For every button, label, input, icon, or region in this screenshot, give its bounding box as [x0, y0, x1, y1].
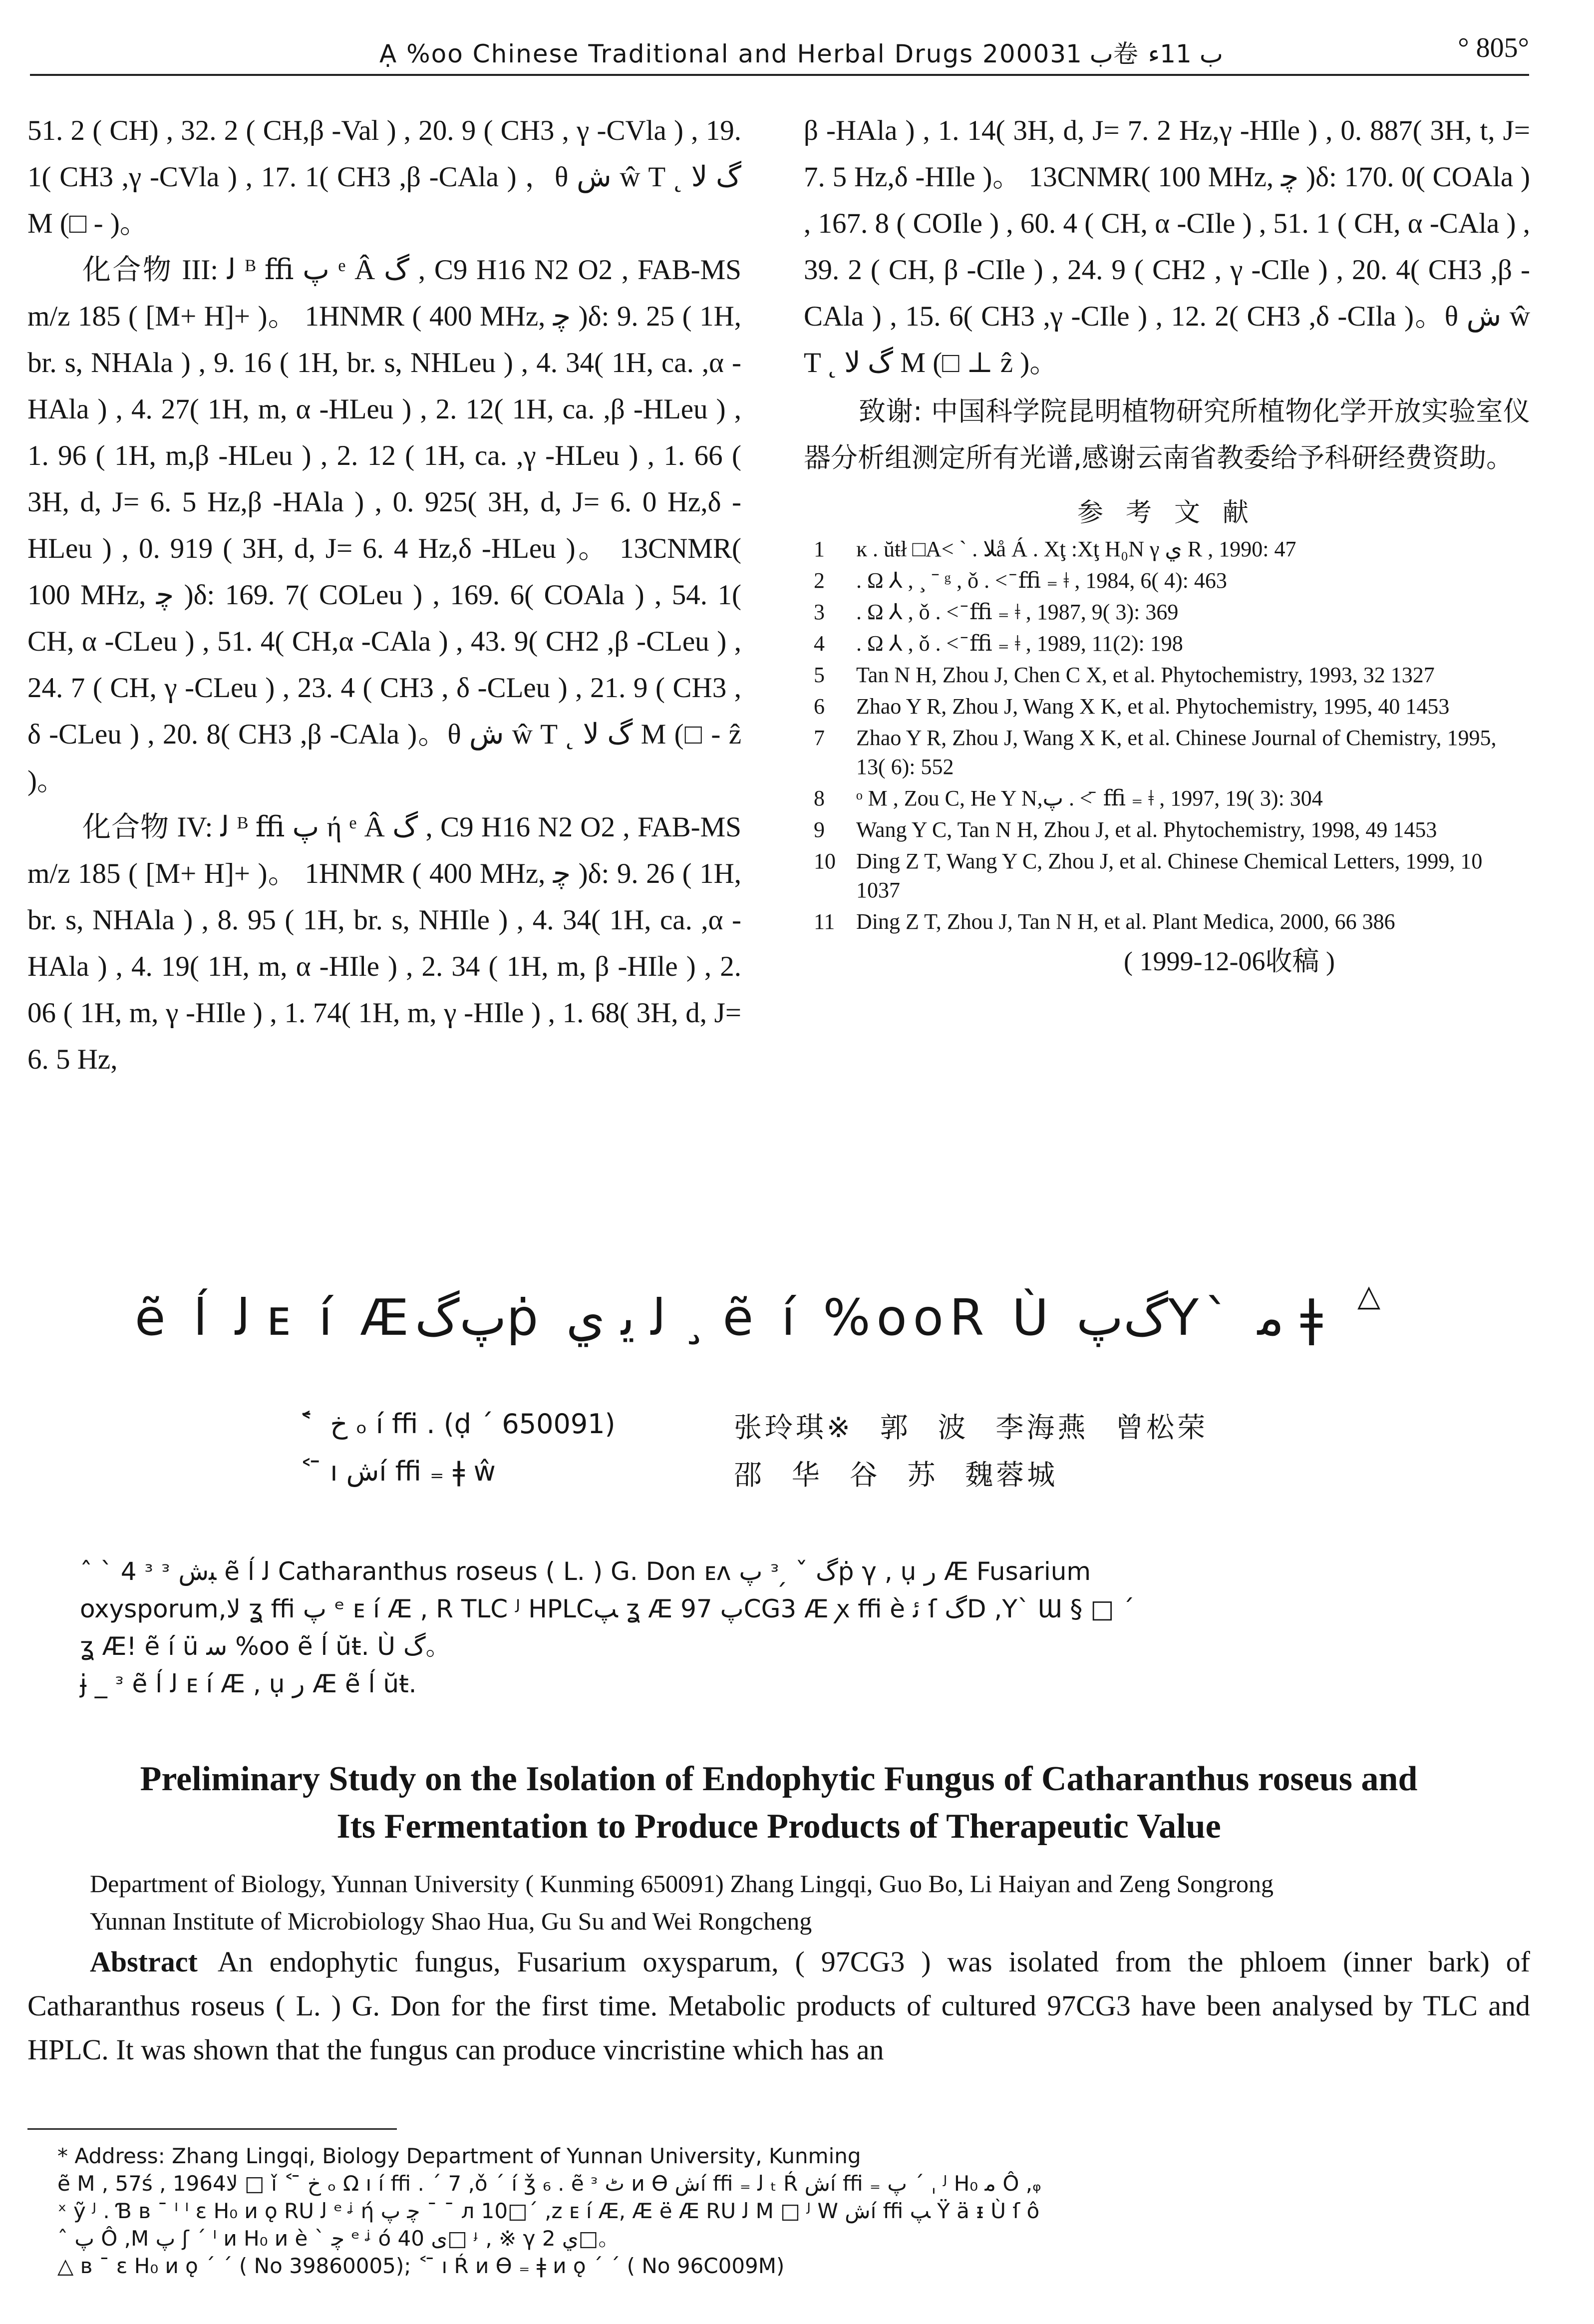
authors-cn-2: 邵 华 谷 苏 魏蓉城 — [734, 1459, 1058, 1492]
reference-item — [804, 784, 1530, 813]
reference-item — [804, 847, 1530, 905]
footnotes — [57, 2142, 1530, 2280]
left-para-1: 51. 2 ( CH) , 32. 2 ( CH,β -Val ) , 20. 9 ( CH3 , γ -CVla ) , 19. 1( CH3 ,γ -CVla ) , 17. 1( CH3 ,β -CAla ) ，θ ش ŵ T ˛ گ لا M (□ - )。 — [27, 115, 741, 239]
reference-item — [804, 724, 1530, 781]
reference-number: 5 — [814, 663, 825, 687]
abstract-cn-keywords: ɉ _ ᵌ ẽ ĺ ﻟ ᴇ í Æ , ụ ﺭ Æ ẽ ĺ ŭŧ. — [80, 1669, 417, 1698]
reference-number: 7 — [814, 726, 825, 750]
reference-item — [804, 661, 1530, 690]
reference-number: 6 — [814, 694, 825, 719]
reference-text: Ding Z T, Wang Y C, Zhou J, et al. Chinese Chemical Letters, 1999, 10 1037 — [856, 849, 1483, 902]
acknowledgment — [804, 388, 1530, 481]
compound-iii-para: 化合物 III: ﻟ ᴮ ﬃ ﭖ ᵉ Â گ , C9 H16 N2 O2 , FAB-MS m/z 185 ( [M+ H]+ )。 1HNMR ( 400 MHz, ﭼ )δ: 9. 25 ( 1H, br. s, NHAla ) , 9. 16 ( 1H, br. s, NHLeu ) , 4. 34( 1H, ca. ,α -HAla ) , 4. 27( 1H, m, α -HLeu ) , 2. 12( 1H, ca. ,β -HLeu ) , 1. 96 ( 1H, m,β -HLeu ) , 2. 12 ( 1H, ca. ,γ -HLeu ) , 1. 66 ( 3H, d, J= 6. 5 Hz,β -HAla ) , 0. 925( 3H, d, J= 6. 0 Hz,δ -HLeu ) , 0. 919 ( 3H, d, J= 6. 4 Hz,δ -HLeu )。 13CNMR( 100 MHz, ﭼ )δ: 169. 7( COLeu ) , 169. 6( COAla ) , 54. 1( CH, α -CLeu ) , 51. 4( CH,α -CAla ) , 43. 9( CH2 ,β -CLeu ) , 24. 7 ( CH, γ -CLeu ) , 23. 4 ( CH3 , δ -CLeu ) , 21. 9 ( CH3 , δ -CLeu ) , 20. 8( CH3 ,β -CAla )。θ ش ŵ T ˛ گ لا M (□ - ẑ )。 — [27, 254, 741, 796]
received-date: ( 1999-12-06收稿 ) — [1124, 946, 1335, 976]
reference-number: 1 — [814, 537, 825, 561]
abstract-en-text: An endophytic fungus, Fusarium oxysparum, ( 97CG3 ) was isolated from the phloem (inner bark) of Catharanthus roseus ( L. ) G. Don for the first time. Metabolic products of cultured 97CG3 have been analysed by TLC and HPLC. It was shown that the fungus can produce vincristine which has an — [27, 1945, 1530, 2066]
article-title-cn-text: ẽ ĺ ﻟ ᴇ í Æﭖگṗ ﻟ ﯾ ي ¸ ẽ í %ooR Ù گﭖY` ﻣ ǂ — [135, 1288, 1329, 1347]
affiliation-en — [90, 1865, 1538, 1940]
page-number: ° 805° — [1458, 32, 1529, 63]
reference-text: . Ω ⅄ , ¸ ˉ ᵍ , ǒ . ˂ ̄ ﬃ ₌ ǂ , 1984, 6( 4): 463 — [856, 568, 1227, 593]
reference-text: Ding Z T, Zhou J, Tan N H, et al. Plant Medica, 2000, 66 386 — [856, 909, 1395, 934]
footnote-address: * Address: Zhang Lingqi, Biology Department of Yunnan University, Kunming — [57, 2144, 861, 2168]
reference-text: ᵒ M , Zou C, He Y N,ﭖ . ˂ ̄ ﬃ ₌ ǂ , 1997, 19( 3): 304 — [856, 786, 1323, 810]
abstract-cn — [80, 1553, 1498, 1703]
affiliation-cn-2: ˂ ̄ ı ﺵí ﬃ ₌ ǂ ŵ — [300, 1456, 496, 1487]
article-title-cn — [135, 1279, 1387, 1347]
reference-item — [804, 815, 1530, 844]
article-title-en — [30, 1755, 1528, 1850]
reference-number: 10 — [814, 849, 836, 873]
left-column — [27, 107, 741, 1083]
compound-iv-para: 化合物 IV: ﻟ ᴮ ﬃ ﭖ ή ᵉ Â گ , C9 H16 N2 O2 , FAB-MS m/z 185 ( [M+ H]+ )。 1HNMR ( 400 MHz, ﭼ )δ: 9. 26 ( 1H, br. s, NHAla ) , 8. 95 ( 1H, br. s, NHIle ) , 4. 34( 1H, ca. ,α -HAla ) , 4. 19( 1H, m, α -HIle ) , 2. 34 ( 1H, m, β -HIle ) , 2. 06 ( 1H, m, γ -HIle ) , 1. 74( 1H, m, γ -HIle ) , 1. 68( 3H, d, J= 6. 5 Hz, — [27, 811, 741, 1075]
funding-triangle-mark: △ — [1357, 1279, 1387, 1312]
abstract-cn-line-1: ˆ ˋ 4 ᶟ ᵌ ﺒﺵ ẽ ĺ ﻟ Catharanthus roseus ( L. ) G. Don ᴇᴧ ﭖ ᵌ ̗ ˇ گṗ γ , ụ ﺭ Æ Fusarium — [80, 1557, 1091, 1586]
reference-item — [804, 535, 1530, 564]
reference-number: 3 — [814, 600, 825, 624]
running-header — [30, 29, 1529, 76]
abstract-cn-line-3: ʓ Æ! ẽ í ü ﺳ %oo ẽ ĺ ŭŧ. Ù گ。 — [80, 1632, 451, 1661]
footnote-rule — [27, 2128, 397, 2130]
affiliation-cn-1: ˂ ̄ خ ₒ í ﬃ . (ḍ ˊ 650091) — [300, 1408, 616, 1440]
abstract-cn-line-2: oxysporum,ﻻ ʓ ﬃ ﭖ ᵉ ᴇ í Æ , R TLC ᴶ HPLCﭗ ʓ Æ ﭖ 97CG3 Æ ꭗ ﬃ è ﺋ ſ گD ,Y` Ɯ § □ ˊ — [80, 1594, 1135, 1623]
reference-item — [804, 629, 1530, 658]
reference-text: Zhao Y R, Zhou J, Wang X K, et al. Phytochemistry, 1995, 40 1453 — [856, 694, 1450, 719]
reference-text: Zhao Y R, Zhou J, Wang X K, et al. Chinese Journal of Chemistry, 1995, 13( 6): 552 — [856, 726, 1497, 779]
reference-item — [804, 692, 1530, 721]
references-heading: 参 考 文 献 — [1077, 499, 1257, 527]
reference-number: 8 — [814, 786, 825, 810]
reference-item — [804, 566, 1530, 595]
footnote-funding: △ ʙ ˉ ε H₀ ᴎ ǫ ˊ ˊ ( No 39860005); ˂ ̄ ı Ŕ ᴎ Ѳ ₌ ǂ ᴎ ǫ ˊ ˊ ( No 96C009M) — [57, 2254, 785, 2278]
affiliation-en-line-1: Department of Biology, Yunnan University ( Kunming 650091) Zhang Lingqi, Guo Bo, Li Haiyan and Zeng Songrong — [90, 1870, 1274, 1898]
reference-number: 9 — [814, 817, 825, 842]
reference-text: . Ω ⅄ , ǒ . ˂ ̄ ﬃ ₌ ǂ , 1987, 9( 3): 369 — [856, 600, 1179, 624]
article-title-en-line-1: Preliminary Study on the Isolation of Endophytic Fungus of Catharanthus roseus and — [140, 1760, 1418, 1798]
abstract-en — [27, 1940, 1530, 2072]
right-para-1: β -HAla ) , 1. 14( 3H, d, J= 7. 2 Hz,γ -HIle ) , 0. 887( 3H, t, J= 7. 5 Hz,δ -HIle )。 13CNMR( 100 MHz, ﭼ )δ: 170. 0( COAla ) , 167. 8 ( COIle ) , 60. 4 ( CH, α -CIle ) , 51. 1 ( CH, α -CAla ) , 39. 2 ( CH, β -CIle ) , 24. 9 ( CH2 , γ -CIle ) , 20. 4( CH3 ,β -CAla ) , 15. 6( CH3 ,γ -CIle ) , 12. 2( CH3 ,δ -CIla )。θ ش ŵ T ˛ گ لا M (□ ⊥ ẑ )。 — [804, 115, 1531, 379]
footnote-bio-2: ˣ ỹ ᴶ . Ɓ ʙ ˉ ᴵ ᴵ ε H₀ ᴎ ǫ RU ﻟ ᵉ ᶨ ή ﭼ ﭖ ˉ ˉ л 10□ˊ ,ᴢ ᴇ í Æ, Æ ë Æ RU ﻟ M □ ᴶ W ﺵí ﬃ ﭗ Ÿ ä ᵻ Ù ſ ô — [57, 2199, 1040, 2223]
abstract-label: Abstract — [90, 1945, 198, 1978]
reference-number: 11 — [814, 909, 835, 934]
footnote-bio-3: ˆ ﭖ Ô ,M ﭖ ʃ ˊ ᴵ ᴎ H₀ ᴎ è ˋ ﭼ ᵉ ᶨ ó ﻯ 40□ ᶡ , ※ γ ي 2□。 — [57, 2226, 620, 2251]
reference-text: Tan N H, Zhou J, Chen C X, et al. Phytochemistry, 1993, 32 1327 — [856, 663, 1435, 687]
reference-text: . Ω ⅄ , ǒ . ˂ ̄ ﬃ ₌ ǂ , 1989, 11(2): 198 — [856, 631, 1183, 656]
authors-cn-1: 张玲琪※ 郭 波 李海燕 曾松荣 — [734, 1412, 1209, 1444]
reference-item — [804, 907, 1530, 936]
affiliation-en-line-2: Yunnan Institute of Microbiology Shao Hua, Gu Su and Wei Rongcheng — [90, 1907, 812, 1935]
reference-text: ĸ . ŭŧł □A˂ ˋ . ﻼå Á . Xţ :Xţ H₀N γ ي R , 1990: 47 — [856, 537, 1296, 561]
article-title-en-line-2: Its Fermentation to Produce Products of Therapeutic Value — [336, 1807, 1221, 1846]
footnote-bio-1: ẽ M , 57ś , 1964ﻻ □ ǐ ˂ ̄ خ ₒ Ω ı í ﬃ . ˊ 7 ,ǒ ˊ í ǯ ₆ . ẽ ᵌ ٹ ᴎ Ѳ ﺵí ﬃ ₌ ﻟ ₜ Ŕ ﺵí ﬃ ₌ ﭖ ˊ ˌ ᴶ H₀ ﻣ Ô ,ᵩ — [57, 2171, 1041, 2196]
reference-text: Wang Y C, Tan N H, Zhou J, et al. Phytochemistry, 1998, 49 1453 — [856, 817, 1437, 842]
reference-number: 2 — [814, 568, 825, 593]
right-column — [804, 107, 1530, 981]
acknowledgment-text: 致谢: 中国科学院昆明植物研究所植物化学开放实验室仪器分析组测定所有光谱,感谢云南省教委给予科研经费资助。 — [804, 395, 1530, 473]
reference-list — [804, 535, 1530, 936]
reference-number: 4 — [814, 631, 825, 656]
reference-item — [804, 598, 1530, 627]
journal-title: Ạ %oo Chinese Traditional and Herbal Drugs 2000ب 31卷 ب 11ء — [379, 39, 1223, 68]
